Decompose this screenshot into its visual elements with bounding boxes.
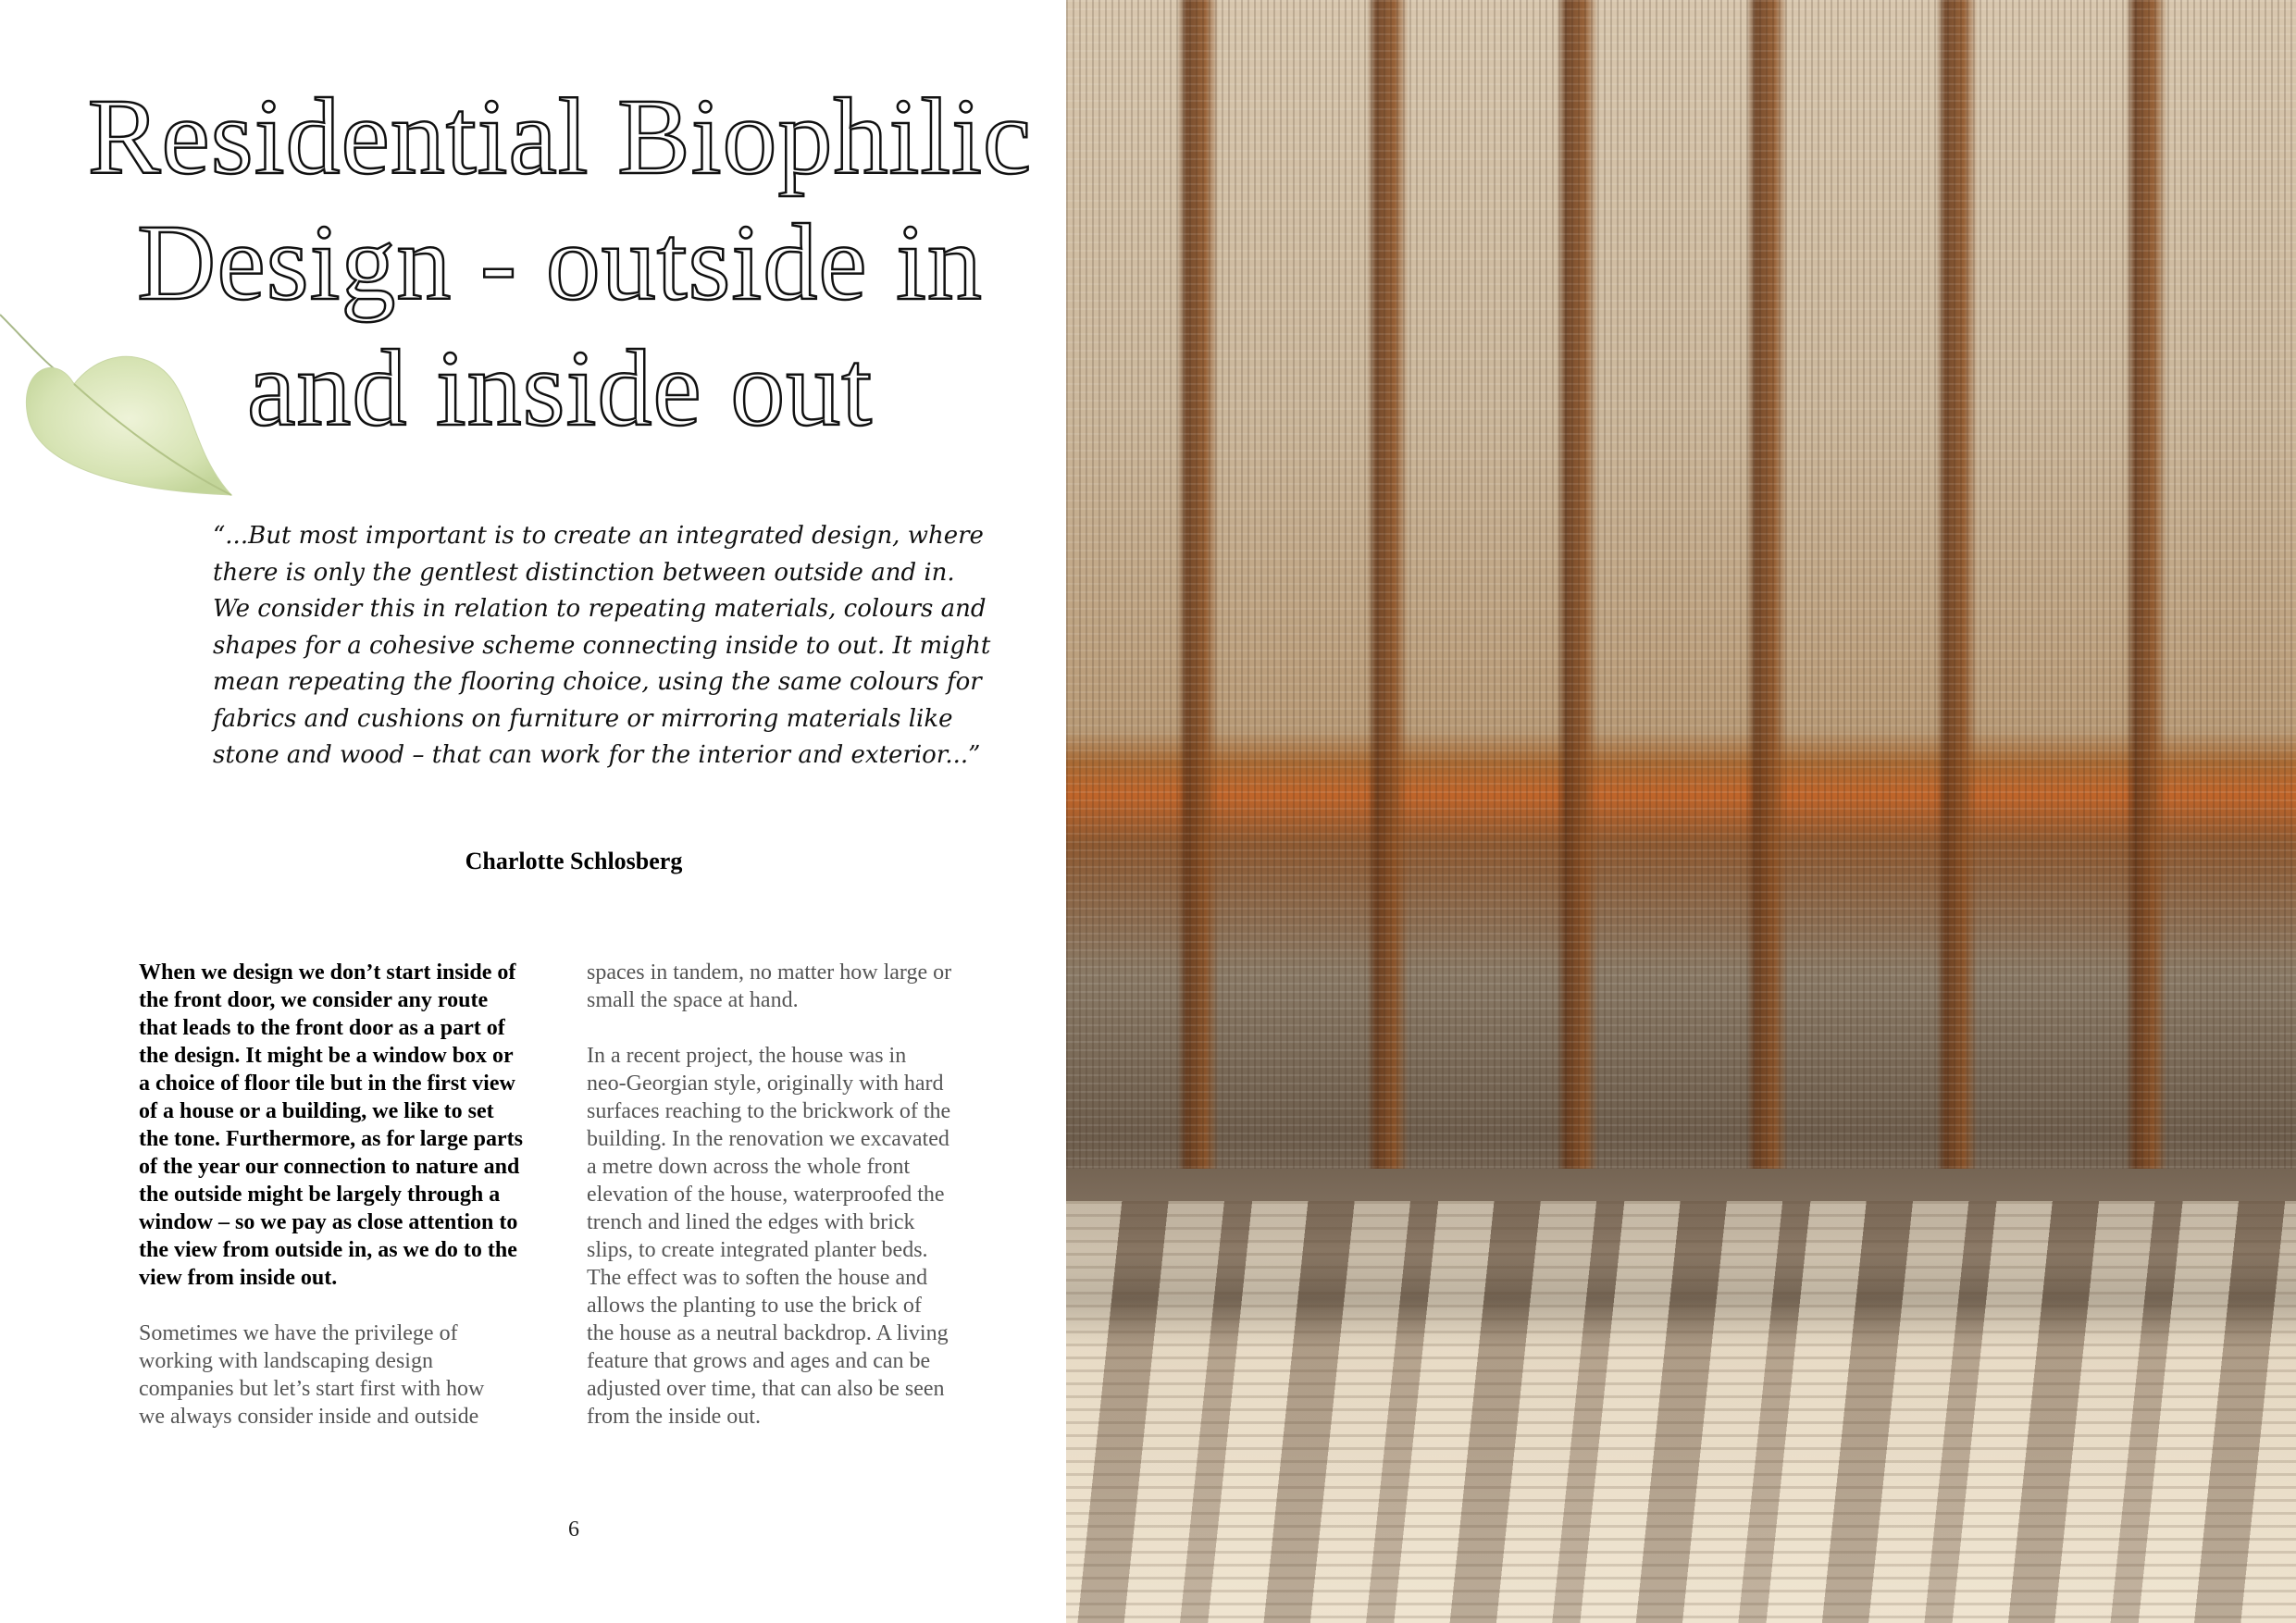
shadow-grid-texture xyxy=(1066,1201,2296,1623)
text-line: small the space at hand. xyxy=(587,988,799,1012)
title-line: Design - outside in xyxy=(137,202,983,323)
text-line: a metre down across the whole front xyxy=(587,1155,911,1179)
quote-line: mean repeating the flooring choice, using the same colours for xyxy=(213,668,982,696)
text-line: adjusted over time, that can also be seen xyxy=(587,1377,945,1401)
body-paragraph xyxy=(139,1319,574,1431)
text-line: Sometimes we have the privilege of xyxy=(139,1321,458,1345)
text-line: view from inside out. xyxy=(139,1266,338,1290)
text-line: neo-Georgian style, originally with hard xyxy=(587,1072,944,1096)
page-number: 6 xyxy=(568,1518,579,1542)
text-line: feature that grows and ages and can be xyxy=(587,1349,931,1373)
text-line: the view from outside in, as we do to the xyxy=(139,1238,517,1262)
text-line: elevation of the house, waterproofed the xyxy=(587,1183,945,1207)
quote-line: shapes for a cohesive scheme connecting inside to out. It might xyxy=(213,631,991,660)
body-paragraph xyxy=(587,1042,1022,1431)
page-title xyxy=(56,74,1064,452)
quote-author: Charlotte Schlosberg xyxy=(465,848,683,874)
text-line: the design. It might be a window box or xyxy=(139,1044,514,1068)
text-line: When we design we don’t start inside of xyxy=(139,960,516,985)
text-line: The effect was to soften the house and xyxy=(587,1266,928,1290)
text-line: In a recent project, the house was in xyxy=(587,1044,907,1068)
body-column-left xyxy=(139,959,574,1458)
text-line: spaces in tandem, no matter how large or xyxy=(587,960,952,985)
text-line: the house as a neutral backdrop. A living xyxy=(587,1321,949,1345)
text-line: surfaces reaching to the brickwork of the xyxy=(587,1099,951,1123)
text-line: that leads to the front door as a part of xyxy=(139,1016,505,1040)
text-line: companies but let’s start first with how xyxy=(139,1377,485,1401)
body-column-right xyxy=(587,959,1022,1458)
body-paragraph xyxy=(587,959,1022,1014)
quote-line: there is only the gentlest distinction between outside and in. xyxy=(213,558,955,587)
text-line: we always consider inside and outside xyxy=(139,1405,479,1429)
quote-line: We consider this in relation to repeating materials, colours and xyxy=(213,595,987,623)
text-line: from the inside out. xyxy=(587,1405,761,1429)
text-line: of the year our connection to nature and xyxy=(139,1155,520,1179)
text-line: the front door, we consider any route xyxy=(139,988,489,1012)
text-line: the outside might be largely through a xyxy=(139,1183,501,1207)
quote-line: “...But most important is to create an integrated design, where xyxy=(213,522,984,550)
text-line: allows the planting to use the brick of xyxy=(587,1294,922,1318)
quote-line: fabrics and cushions on furniture or mirroring materials like xyxy=(213,704,953,733)
text-line: trench and lined the edges with brick xyxy=(587,1210,915,1234)
woven-textile-photo xyxy=(1066,0,2296,1623)
quote-line: stone and wood – that can work for the interior and exterior...” xyxy=(213,741,981,769)
text-line: window – so we pay as close attention to xyxy=(139,1210,518,1234)
text-line: building. In the renovation we excavated xyxy=(587,1127,949,1151)
intro-paragraph xyxy=(139,959,574,1292)
textile-thread-texture xyxy=(1066,0,2296,1169)
title-line: and inside out xyxy=(246,328,874,449)
text-line: slips, to create integrated planter beds. xyxy=(587,1238,928,1262)
text-line: the tone. Furthermore, as for large parts xyxy=(139,1127,524,1151)
left-page xyxy=(0,0,1066,1623)
text-line: a choice of floor tile but in the first view xyxy=(139,1072,515,1096)
text-line: working with landscaping design xyxy=(139,1349,433,1373)
pull-quote xyxy=(213,518,991,774)
title-line: Residential Biophilic xyxy=(87,76,1033,197)
text-line: of a house or a building, we like to set xyxy=(139,1099,494,1123)
